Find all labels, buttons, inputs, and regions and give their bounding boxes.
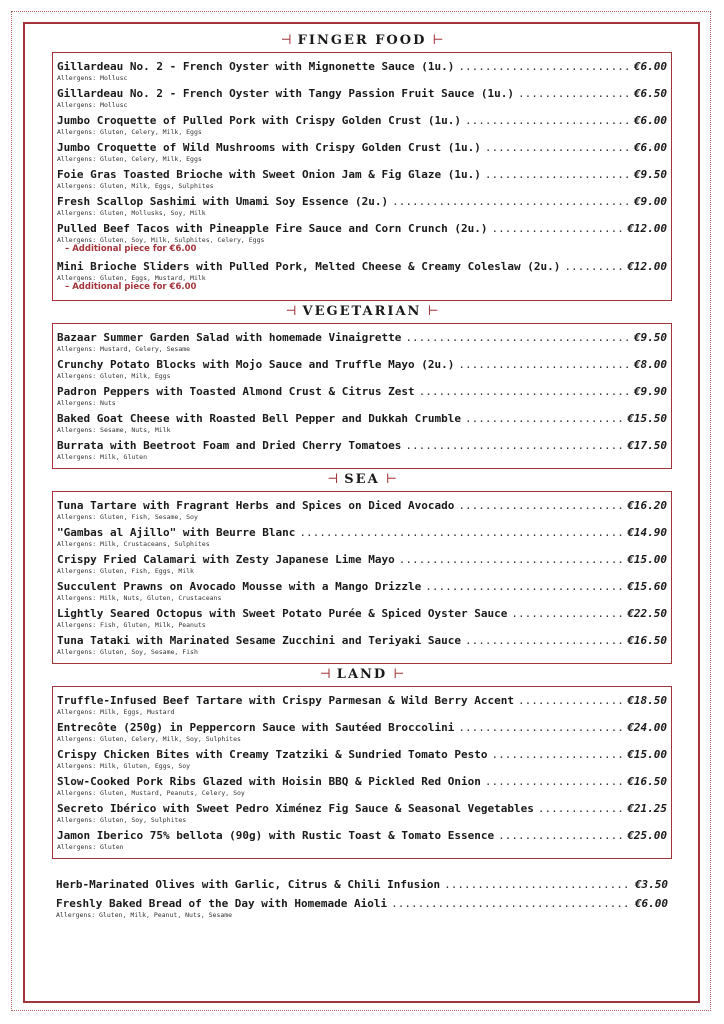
- section-box: [52, 686, 672, 859]
- menu-item-allergens: Allergens: Sesame, Nuts, Milk: [57, 426, 171, 434]
- section-header: [52, 469, 672, 491]
- menu-item-line: [57, 693, 667, 708]
- menu-item-price: €18.50: [627, 694, 667, 707]
- dot-leader: [498, 828, 623, 843]
- menu-content: [52, 30, 672, 923]
- menu-item-price: €8.00: [633, 358, 667, 371]
- menu-item-price: €6.00: [633, 141, 667, 154]
- menu-item-price: €15.00: [627, 748, 667, 761]
- left-ornament: ⊣: [319, 667, 331, 682]
- menu-item-price: €9.50: [633, 168, 667, 181]
- menu-item-line: [57, 357, 667, 372]
- menu-item-name: Herb-Marinated Olives with Garlic, Citrus & Chili Infusion: [56, 878, 441, 891]
- section-box: [52, 323, 672, 469]
- additional-piece-note: – Additional piece for €6.00: [65, 244, 197, 254]
- menu-item-allergens: Allergens: Milk, Eggs, Mustard: [57, 708, 175, 716]
- menu-item-allergens: Allergens: Gluten, Milk, Peanut, Nuts, Sesame: [56, 911, 233, 919]
- dot-leader: [458, 357, 630, 372]
- menu-item-price: €6.00: [633, 114, 667, 127]
- menu-item-name: Crunchy Potato Blocks with Mojo Sauce and Truffle Mayo (2u.): [57, 358, 455, 371]
- menu-item-line: [57, 259, 667, 274]
- menu-item-price: €6.50: [633, 87, 667, 100]
- dot-leader: [444, 877, 631, 892]
- menu-item-line: [57, 59, 667, 74]
- menu-item-allergens: Allergens: Gluten, Eggs, Mustard, Milk: [57, 274, 206, 282]
- dot-leader: [405, 438, 623, 453]
- menu-item-allergens: Allergens: Milk, Crustaceans, Sulphites: [57, 540, 210, 548]
- menu-item: [57, 747, 667, 770]
- section-title: LAND: [336, 667, 388, 682]
- menu-item-allergens: Allergens: Gluten, Mollusks, Soy, Milk: [57, 209, 206, 217]
- dot-leader: [391, 896, 631, 911]
- menu-item-allergens: Allergens: Fish, Gluten, Milk, Peanuts: [57, 621, 206, 629]
- menu-item-price: €14.90: [627, 526, 667, 539]
- menu-item-price: €12.00: [627, 222, 667, 235]
- menu-item-allergens: Allergens: Gluten, Celery, Milk, Eggs: [57, 128, 202, 136]
- menu-item-line: [57, 330, 667, 345]
- section-header: [52, 664, 672, 686]
- menu-item-line: [57, 86, 667, 101]
- dot-leader: [458, 720, 623, 735]
- menu-item: [57, 384, 667, 407]
- menu-item: [57, 140, 667, 163]
- menu-item-line: [57, 498, 667, 513]
- menu-item-name: Fresh Scallop Sashimi with Umami Soy Essence (2u.): [57, 195, 389, 208]
- menu-item-allergens: Allergens: Milk, Gluten, Eggs, Soy: [57, 762, 191, 770]
- dot-leader: [392, 194, 630, 209]
- menu-item-line: [57, 552, 667, 567]
- menu-item-name: Tuna Tataki with Marinated Sesame Zucchini and Teriyaki Sauce: [57, 634, 461, 647]
- menu-item: [57, 411, 667, 434]
- menu-item-name: Gillardeau No. 2 - French Oyster with Mignonette Sauce (1u.): [57, 60, 455, 73]
- menu-item: [57, 194, 667, 217]
- menu-item-line: [57, 801, 667, 816]
- dot-leader: [399, 552, 623, 567]
- menu-item-allergens: Allergens: Gluten, Soy, Sesame, Fish: [57, 648, 198, 656]
- menu-item-price: €6.00: [634, 897, 668, 910]
- menu-item-line: [57, 747, 667, 762]
- section-title: FINGER FOOD: [297, 33, 427, 48]
- dot-leader: [419, 384, 630, 399]
- menu-item: [57, 720, 667, 743]
- menu-item-name: Crispy Fried Calamari with Zesty Japanese Lime Mayo: [57, 553, 395, 566]
- menu-item-price: €22.50: [627, 607, 667, 620]
- menu-item-price: €3.50: [634, 878, 668, 891]
- menu-item-price: €9.00: [633, 195, 667, 208]
- menu-item-line: [57, 140, 667, 155]
- section-title: SEA: [344, 472, 380, 487]
- section-box: [52, 491, 672, 664]
- menu-item-line: [57, 411, 667, 426]
- dot-leader: [538, 801, 623, 816]
- dot-leader: [405, 330, 630, 345]
- menu-item-allergens: Allergens: Gluten, Celery, Milk, Soy, Sulphites: [57, 735, 241, 743]
- menu-item-line: [57, 194, 667, 209]
- menu-item-allergens: Allergens: Gluten: [57, 843, 124, 851]
- menu-item-name: Lightly Seared Octopus with Sweet Potato Purée & Spiced Oyster Sauce: [57, 607, 508, 620]
- menu-item-name: Jumbo Croquette of Wild Mushrooms with Crispy Golden Crust (1u.): [57, 141, 481, 154]
- menu-item-line: [57, 579, 667, 594]
- right-ornament: ⊢: [427, 304, 439, 319]
- left-ornament: ⊣: [327, 472, 339, 487]
- right-ornament: ⊢: [393, 667, 405, 682]
- dot-leader: [458, 498, 623, 513]
- menu-item: [57, 693, 667, 716]
- section-box: [52, 52, 672, 301]
- menu-item: [57, 498, 667, 521]
- menu-item-name: Pulled Beef Tacos with Pineapple Fire Sauce and Corn Crunch (2u.): [57, 222, 488, 235]
- menu-item-price: €9.50: [633, 331, 667, 344]
- menu-item-line: [57, 606, 667, 621]
- menu-item-allergens: Allergens: Gluten, Fish, Eggs, Milk: [57, 567, 194, 575]
- left-ornament: ⊣: [285, 304, 297, 319]
- menu-item-allergens: Allergens: Gluten, Celery, Milk, Eggs: [57, 155, 202, 163]
- menu-item: [57, 801, 667, 824]
- menu-item-allergens: Allergens: Gluten, Milk, Eggs: [57, 372, 171, 380]
- menu-item-line: [57, 113, 667, 128]
- menu-item: [57, 525, 667, 548]
- menu-item-allergens: Allergens: Mustard, Celery, Sesame: [57, 345, 191, 353]
- dot-leader: [491, 747, 623, 762]
- menu-item-price: €15.50: [627, 412, 667, 425]
- menu-item-allergens: Allergens: Gluten, Mustard, Peanuts, Celery, Soy: [57, 789, 245, 797]
- dot-leader: [518, 693, 623, 708]
- menu-item-line: [57, 525, 667, 540]
- menu-item-allergens: Allergens: Nuts: [57, 399, 116, 407]
- menu-item: [57, 221, 667, 255]
- menu-item-line: [57, 633, 667, 648]
- dot-leader: [511, 606, 623, 621]
- menu-item-price: €15.60: [627, 580, 667, 593]
- menu-item-line: [57, 384, 667, 399]
- menu-item: [57, 59, 667, 82]
- menu-item-price: €16.20: [627, 499, 667, 512]
- menu-item-name: Foie Gras Toasted Brioche with Sweet Onion Jam & Fig Glaze (1u.): [57, 168, 481, 181]
- dot-leader: [518, 86, 630, 101]
- section-title: VEGETARIAN: [302, 304, 422, 319]
- menu-item: [57, 357, 667, 380]
- menu-item-line: [57, 828, 667, 843]
- additional-piece-note: – Additional piece for €6.00: [65, 282, 197, 292]
- right-ornament: ⊢: [385, 472, 397, 487]
- dot-leader: [491, 221, 623, 236]
- menu-item-line: [56, 877, 668, 892]
- menu-item: [56, 877, 668, 892]
- menu-item: [57, 633, 667, 656]
- menu-item-name: Jumbo Croquette of Pulled Pork with Crispy Golden Crust (1u.): [57, 114, 461, 127]
- menu-item-name: Tuna Tartare with Fragrant Herbs and Spices on Diced Avocado: [57, 499, 455, 512]
- menu-item: [57, 259, 667, 293]
- menu-item-line: [57, 438, 667, 453]
- menu-item-name: Succulent Prawns on Avocado Mousse with a Mango Drizzle: [57, 580, 422, 593]
- menu-item-allergens: Allergens: Gluten, Soy, Milk, Sulphites, Celery, Eggs: [57, 236, 265, 244]
- menu-item-name: Crispy Chicken Bites with Creamy Tzatziki & Sundried Tomato Pesto: [57, 748, 488, 761]
- menu-item-allergens: Allergens: Gluten, Fish, Sesame, Soy: [57, 513, 198, 521]
- menu-item-name: Secreto Ibérico with Sweet Pedro Ximénez Fig Sauce & Seasonal Vegetables: [57, 802, 534, 815]
- menu-item-name: "Gambas al Ajillo" with Beurre Blanc: [57, 526, 296, 539]
- dot-leader: [465, 411, 623, 426]
- menu-item-price: €12.00: [627, 260, 667, 273]
- dot-leader: [485, 140, 630, 155]
- menu-item: [56, 896, 668, 919]
- menu-item-price: €24.00: [627, 721, 667, 734]
- menu-item-name: Baked Goat Cheese with Roasted Bell Pepper and Dukkah Crumble: [57, 412, 461, 425]
- menu-item: [57, 828, 667, 851]
- section-header: [52, 30, 672, 52]
- menu-item-allergens: Allergens: Milk, Nuts, Gluten, Crustaceans: [57, 594, 222, 602]
- menu-item-price: €25.00: [627, 829, 667, 842]
- dot-leader: [465, 113, 630, 128]
- menu-item-allergens: Allergens: Gluten, Soy, Sulphites: [57, 816, 187, 824]
- menu-item-line: [56, 896, 668, 911]
- menu-item-name: Gillardeau No. 2 - French Oyster with Tangy Passion Fruit Sauce (1u.): [57, 87, 514, 100]
- dot-leader: [465, 633, 623, 648]
- menu-item-price: €15.00: [627, 553, 667, 566]
- menu-item-allergens: Allergens: Milk, Gluten: [57, 453, 148, 461]
- menu-item: [57, 113, 667, 136]
- menu-item-price: €6.00: [633, 60, 667, 73]
- extras-list: [52, 877, 672, 919]
- menu-item: [57, 330, 667, 353]
- dot-leader: [485, 774, 623, 789]
- menu-item-line: [57, 774, 667, 789]
- right-ornament: ⊢: [432, 33, 444, 48]
- menu-item-allergens: Allergens: Gluten, Milk, Eggs, Sulphites: [57, 182, 214, 190]
- menu-item: [57, 606, 667, 629]
- menu-item-price: €21.25: [627, 802, 667, 815]
- dot-leader: [485, 167, 630, 182]
- menu-item-name: Padron Peppers with Toasted Almond Crust & Citrus Zest: [57, 385, 415, 398]
- menu-item-name: Bazaar Summer Garden Salad with homemade Vinaigrette: [57, 331, 402, 344]
- dot-leader: [564, 259, 623, 274]
- menu-item-allergens: Allergens: Mollusc: [57, 74, 128, 82]
- menu-item-price: €16.50: [627, 634, 667, 647]
- menu-item-name: Jamon Iberico 75% bellota (90g) with Rustic Toast & Tomato Essence: [57, 829, 495, 842]
- menu-item-line: [57, 720, 667, 735]
- menu-item: [57, 167, 667, 190]
- menu-item-name: Slow-Cooked Pork Ribs Glazed with Hoisin BBQ & Pickled Red Onion: [57, 775, 481, 788]
- menu-item: [57, 438, 667, 461]
- menu-item-name: Truffle-Infused Beef Tartare with Crispy Parmesan & Wild Berry Accent: [57, 694, 514, 707]
- dot-leader: [425, 579, 623, 594]
- menu-item-name: Entrecôte (250g) in Peppercorn Sauce with Sautéed Broccolini: [57, 721, 455, 734]
- menu-item: [57, 86, 667, 109]
- menu-item-allergens: Allergens: Mollusc: [57, 101, 128, 109]
- menu-item-name: Burrata with Beetroot Foam and Dried Cherry Tomatoes: [57, 439, 402, 452]
- menu-item-price: €9.90: [633, 385, 667, 398]
- menu-item-line: [57, 167, 667, 182]
- menu-item-price: €17.50: [627, 439, 667, 452]
- section-header: [52, 301, 672, 323]
- menu-item: [57, 552, 667, 575]
- menu-item-name: Mini Brioche Sliders with Pulled Pork, Melted Cheese & Creamy Coleslaw (2u.): [57, 260, 561, 273]
- left-ornament: ⊣: [280, 33, 292, 48]
- menu-item-price: €16.50: [627, 775, 667, 788]
- menu-item-line: [57, 221, 667, 236]
- dot-leader: [299, 525, 623, 540]
- menu-item-name: Freshly Baked Bread of the Day with Homemade Aioli: [56, 897, 388, 910]
- menu-item: [57, 579, 667, 602]
- menu-item: [57, 774, 667, 797]
- dot-leader: [458, 59, 630, 74]
